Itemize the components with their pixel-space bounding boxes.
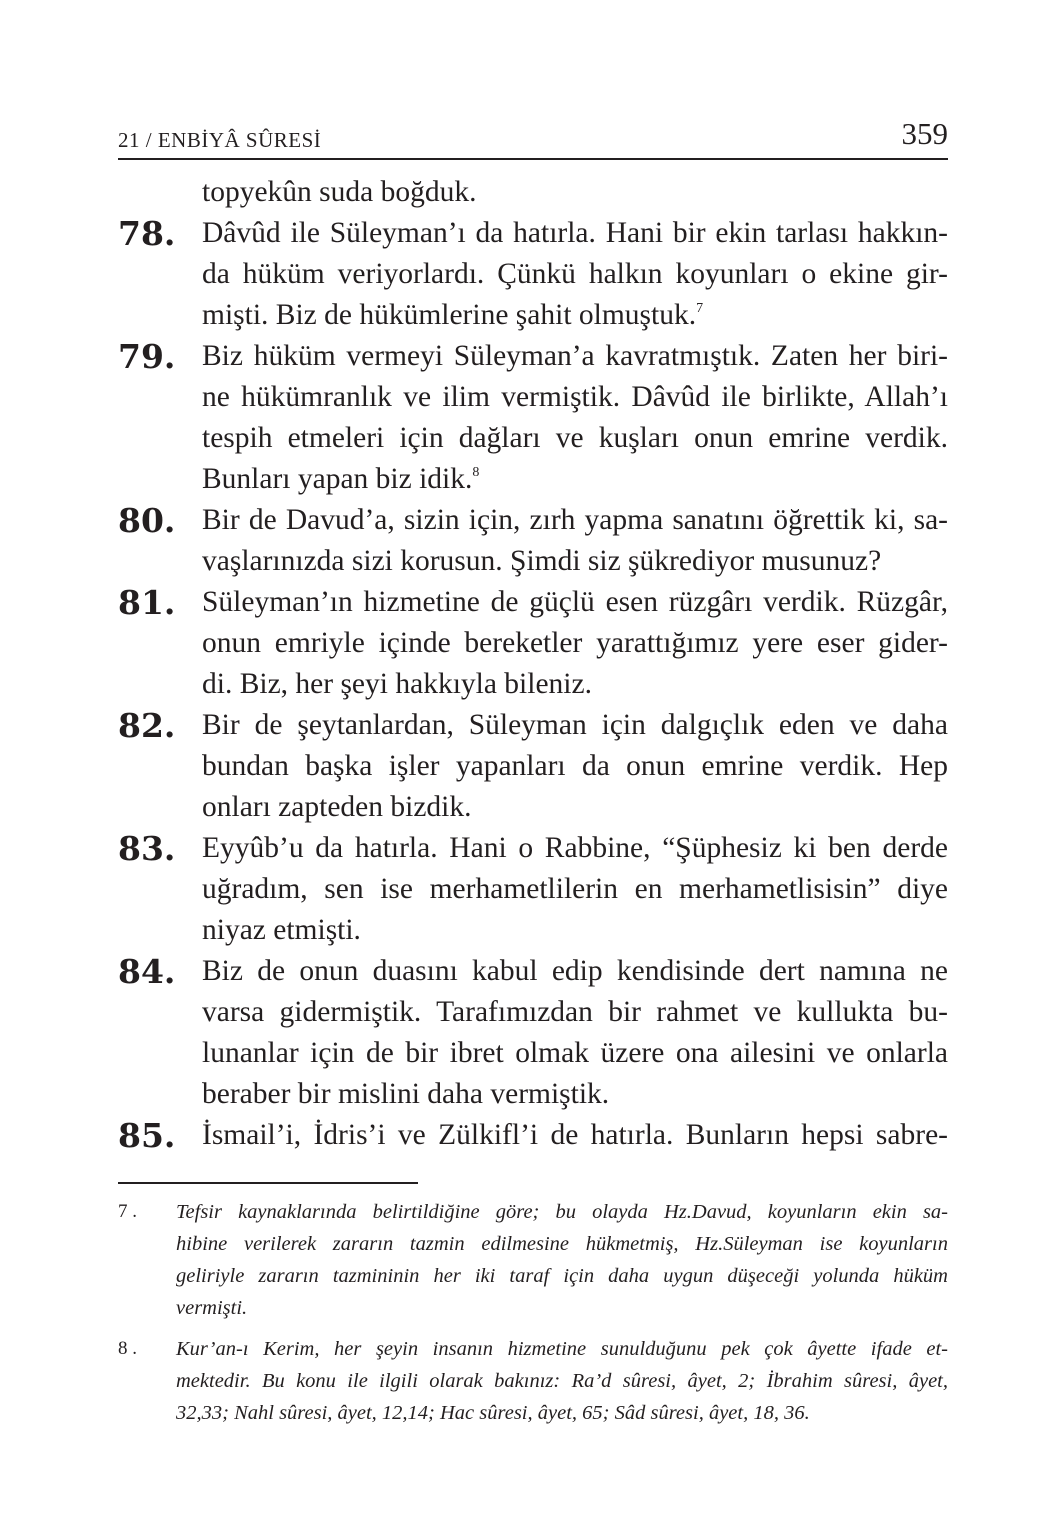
verse-line-text: Biz de onun duasını kabul edip kendisinde dert namına ne xyxy=(202,955,948,987)
verse-line-text: di. Biz, her şeyi hakkıyla bileniz. xyxy=(202,668,592,700)
verse-line xyxy=(202,295,948,336)
verse-line-text: Süleyman’ın hizmetine de güçlü esen rüzgârı verdik. Rüzgâr, xyxy=(202,586,948,618)
verse-line-text: mişti. Biz de hükümlerine şahit olmuştuk. xyxy=(202,299,697,331)
footnote-number: 7 . xyxy=(118,1201,137,1222)
verse-text xyxy=(202,500,948,582)
footnote-line: vermişti. xyxy=(176,1297,248,1319)
verse-number: 80. xyxy=(118,501,176,540)
verse-number: 84. xyxy=(118,952,176,991)
running-title: 21 / ENBİYÂ SÛRESİ xyxy=(118,128,322,152)
verse-line xyxy=(202,705,948,746)
verse-line-text: onun emriyle içinde bereketler yarattığımız yere eser gider- xyxy=(202,627,948,659)
verse-line-text: bundan başka işler yapanları da onun emrine verdik. Hep xyxy=(202,750,948,782)
verse-line xyxy=(202,336,948,377)
verse-line-text: uğradım, sen ise merhametlilerin en merhametlisisin” diye xyxy=(202,873,948,905)
verse-number: 81. xyxy=(118,583,176,622)
footnote-line: Tefsir kaynaklarında belirtildiğine göre; bu olayda Hz.Davud, koyunların ekin sa- xyxy=(176,1201,948,1223)
verse-83 xyxy=(118,828,948,951)
verse-line-text: Bunları yapan biz idik. xyxy=(202,463,473,495)
verse-line-text: Dâvûd ile Süleyman’ı da hatırla. Hani bir ekin tarlası hakkın- xyxy=(202,217,948,249)
verse-line xyxy=(202,1033,948,1074)
footnotes xyxy=(118,1196,948,1438)
verse-text xyxy=(202,951,948,1115)
footnote-text xyxy=(176,1196,948,1324)
verse-line xyxy=(202,992,948,1033)
page-number: 359 xyxy=(901,116,948,151)
verse-text xyxy=(202,705,948,828)
verse-80 xyxy=(118,500,948,582)
verse-number: 79. xyxy=(118,337,176,376)
verse-line xyxy=(202,787,948,828)
verse-line xyxy=(202,582,948,623)
verse-line-text: Biz hüküm vermeyi Süleyman’a kavratmıştık. Zaten her biri- xyxy=(202,340,948,372)
verse-84 xyxy=(118,951,948,1115)
verse-line-text: Eyyûb’u da hatırla. Hani o Rabbine, “Şüphesiz ki ben derde xyxy=(202,832,948,864)
verse-line-text: beraber bir mislini daha vermiştik. xyxy=(202,1078,610,1110)
verse-line xyxy=(202,951,948,992)
continuation-line: topyekûn suda boğduk. xyxy=(202,176,477,208)
verse-text xyxy=(202,1115,948,1156)
verse-79 xyxy=(118,336,948,500)
footnote-line: geliriyle zararın tazmininin her iki taraf için daha uygun düşeceği yolunda hüküm xyxy=(176,1265,948,1287)
verse-number: 85. xyxy=(118,1116,176,1155)
verse-number: 83. xyxy=(118,829,176,868)
verse-line xyxy=(202,500,948,541)
verse-line-text: vaşlarınızda sizi korusun. Şimdi siz şükrediyor musunuz? xyxy=(202,545,882,577)
verse-text xyxy=(202,828,948,951)
verse-85 xyxy=(118,1115,948,1156)
footnote-line: Kur’an-ı Kerim, her şeyin insanın hizmetine sunulduğunu pek çok âyette ifade et- xyxy=(176,1338,948,1360)
footnote-number: 8 . xyxy=(118,1338,137,1359)
footnote-line: 32,33; Nahl sûresi, âyet, 12,14; Hac sûresi, âyet, 65; Sâd sûresi, âyet, 18, 36. xyxy=(176,1402,810,1424)
verse-line-text: da hüküm veriyorlardı. Çünkü halkın koyunları o ekine gir- xyxy=(202,258,948,290)
verse-line xyxy=(202,1115,948,1156)
footnote-reference[interactable]: 7 xyxy=(696,301,704,316)
verse-text xyxy=(202,336,948,500)
footnote-text xyxy=(176,1333,948,1429)
footnote-8 xyxy=(118,1333,948,1429)
verse-line xyxy=(202,254,948,295)
verse-line-text: İsmail’i, İdris’i ve Zülkifl’i de hatırla. Bunların hepsi sabre- xyxy=(202,1119,948,1151)
verse-line-text: Bir de şeytanlardan, Süleyman için dalgıçlık eden ve daha xyxy=(202,709,948,741)
verse-line xyxy=(202,664,948,705)
verse-line xyxy=(202,746,948,787)
verse-line-text: ne hükümranlık ve ilim vermiştik. Dâvûd ile birlikte, Allah’ı xyxy=(202,381,948,413)
footnote-line: mektedir. Bu konu ile ilgili olarak bakınız: Ra’d sûresi, âyet, 2; İbrahim sûresi, âyet, xyxy=(176,1370,948,1392)
verse-line xyxy=(202,910,948,951)
verse-line xyxy=(202,459,948,500)
verse-line-text: onları zapteden bizdik. xyxy=(202,791,472,823)
verse-81 xyxy=(118,582,948,705)
verse-line-text: lunanlar için de bir ibret olmak üzere ona ailesini ve onlarla xyxy=(202,1037,948,1069)
verse-text xyxy=(202,213,948,336)
verse-82 xyxy=(118,705,948,828)
verse-line-text: varsa gidermiştik. Tarafımızdan bir rahmet ve kullukta bu- xyxy=(202,996,948,1028)
verse-text xyxy=(202,582,948,705)
footnote-7 xyxy=(118,1196,948,1324)
verse-number: 78. xyxy=(118,214,176,253)
verse-line-text: tespih etmeleri için dağları ve kuşları onun emrine verdik. xyxy=(202,422,948,454)
verse-line-text: niyaz etmişti. xyxy=(202,914,361,946)
footnote-line: hibine verilerek zararın tazmin edilmesine hükmetmiş, Hz.Süleyman ise koyunların xyxy=(176,1233,948,1255)
running-header xyxy=(118,118,948,160)
verse-line xyxy=(202,418,948,459)
verse-line xyxy=(202,1074,948,1115)
footnote-divider xyxy=(118,1182,418,1184)
verse-line xyxy=(202,213,948,254)
verse-line-text: Bir de Davud’a, sizin için, zırh yapma sanatını öğrettik ki, sa- xyxy=(202,504,948,536)
verse-78 xyxy=(118,213,948,336)
main-text xyxy=(118,172,948,1156)
verse-line xyxy=(202,541,948,582)
verse-line xyxy=(202,377,948,418)
verse-line xyxy=(202,828,948,869)
verse-number: 82. xyxy=(118,706,176,745)
footnote-reference[interactable]: 8 xyxy=(472,465,480,480)
verse-line xyxy=(202,869,948,910)
verse-line xyxy=(202,623,948,664)
